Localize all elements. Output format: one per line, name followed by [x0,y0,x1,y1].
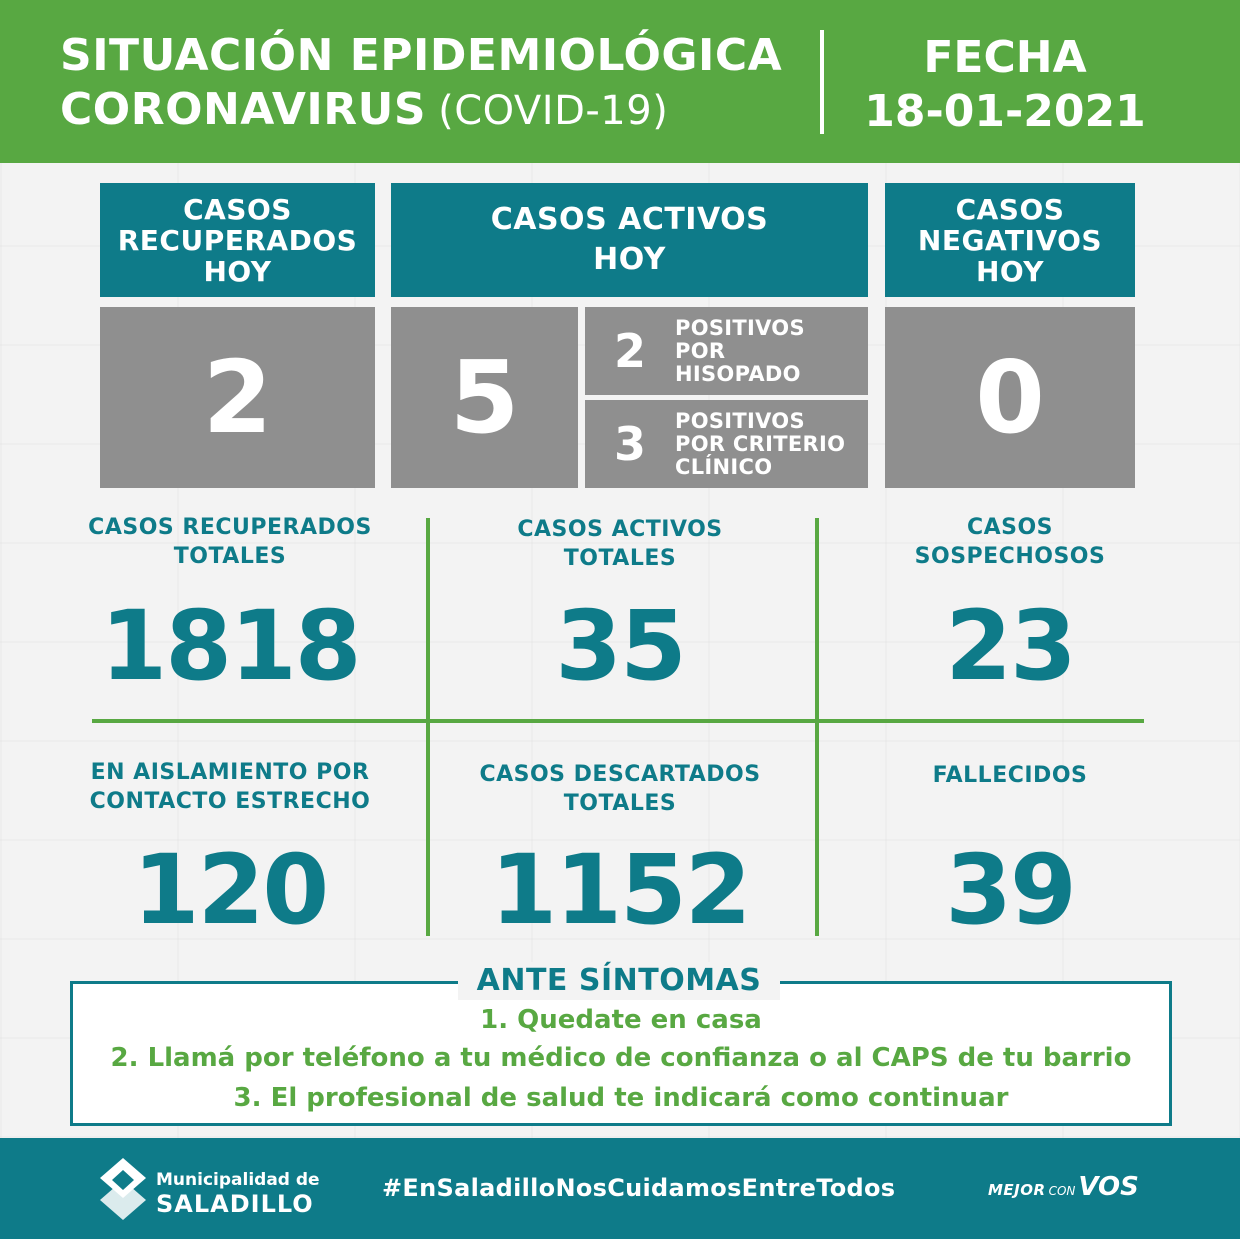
symptoms-title: ANTE SÍNTOMAS [458,962,780,1000]
swab-positive-count: 2 [613,324,646,378]
discarded-total-value: 1152 [490,834,750,946]
recovered-total-value: 1818 [100,590,360,702]
clinical-label-2: POR CRITERIO [675,431,846,456]
header-date [850,32,1160,140]
slogan-part-1: MEJOR [988,1181,1046,1199]
active-today-heading [391,183,868,297]
recovered-today-value-box [100,307,375,488]
active-total-label-1: CASOS ACTIVOS [517,517,723,542]
logo-text-bottom: SALADILLO [156,1190,314,1218]
active-today-value: 5 [449,338,520,456]
title-line-2 [60,82,782,139]
recovered-total-label [70,513,390,571]
swab-label-3: HISOPADO [675,361,801,386]
swab-label-1: POSITIVOS [675,315,805,340]
recovered-total-label-2: TOTALES [173,544,287,569]
footer-hashtag: #EnSaladilloNosCuidamosEntreTodos [382,1174,896,1202]
active-breakdown-swab [585,307,868,395]
active-today-label-2: HOY [593,242,666,277]
header [0,0,1240,163]
clinical-label-1: POSITIVOS [675,408,805,433]
footer-slogan [988,1172,1139,1202]
recovered-today-label-3: HOY [203,254,272,288]
negative-today-label-3: HOY [975,254,1044,288]
recovered-today-heading [100,183,375,297]
suspected-label-2: SOSPECHOSOS [914,544,1106,569]
grid-horizontal-line [92,719,1144,723]
swab-label-2: POR [675,338,726,363]
date-value: 18-01-2021 [864,86,1146,137]
deceased-label-1: FALLECIDOS [932,763,1088,788]
negative-today-value-box [885,307,1135,488]
deceased-value: 39 [945,834,1075,946]
discarded-total-label-2: TOTALES [563,791,677,816]
saladillo-logo-icon [96,1156,150,1222]
active-total-label [460,515,780,573]
grid-vertical-line-left [426,518,430,936]
grid-vertical-line-right [815,518,819,936]
active-today-label-1: CASOS ACTIVOS [490,202,769,237]
active-total-value: 35 [555,590,685,702]
slogan-part-2: CON [1048,1184,1076,1198]
suspected-label-1: CASOS [966,515,1054,540]
active-today-value-box [391,307,578,488]
active-breakdown-clinical [585,400,868,488]
recovered-total-label-1: CASOS RECUPERADOS [88,515,372,540]
recovered-today-label-2: RECUPERADOS [117,223,358,257]
header-divider [820,30,824,134]
discarded-total-label [460,760,780,818]
slogan-part-3: VOS [1078,1172,1139,1202]
symptom-step-3: 3. El profesional de salud te indicará como continuar [233,1083,1009,1113]
negative-today-label-1: CASOS [955,192,1065,226]
date-label: FECHA [923,32,1087,83]
recovered-today-value: 2 [202,338,273,456]
isolation-label-1: EN AISLAMIENTO POR [90,760,370,785]
symptom-step-1: 1. Quedate en casa [480,1005,762,1035]
suspected-value: 23 [945,590,1075,702]
recovered-today-label-1: CASOS [183,192,292,226]
discarded-total-label-1: CASOS DESCARTADOS [479,762,761,787]
suspected-label [850,513,1170,571]
negative-today-heading [885,183,1135,297]
clinical-positive-count: 3 [613,417,646,471]
header-title [60,30,782,139]
clinical-positive-label [675,410,845,479]
title-line-1: SITUACIÓN EPIDEMIOLÓGICA [60,30,783,81]
title-covid: (COVID-19) [438,88,669,134]
deceased-label [850,761,1170,790]
negative-today-label-2: NEGATIVOS [917,223,1103,257]
isolation-value: 120 [132,834,328,946]
isolation-label-2: CONTACTO ESTRECHO [89,789,371,814]
footer [0,1138,1240,1239]
logo-text-top: Municipalidad de [156,1170,320,1190]
symptom-step-2: 2. Llamá por teléfono a tu médico de confianza o al CAPS de tu barrio [110,1043,1132,1073]
swab-positive-label [675,317,805,386]
negative-today-value: 0 [975,338,1045,456]
clinical-label-3: CLÍNICO [675,454,773,479]
isolation-label [70,758,390,816]
active-total-label-2: TOTALES [563,546,677,571]
title-coronavirus: CORONAVIRUS [60,84,427,135]
